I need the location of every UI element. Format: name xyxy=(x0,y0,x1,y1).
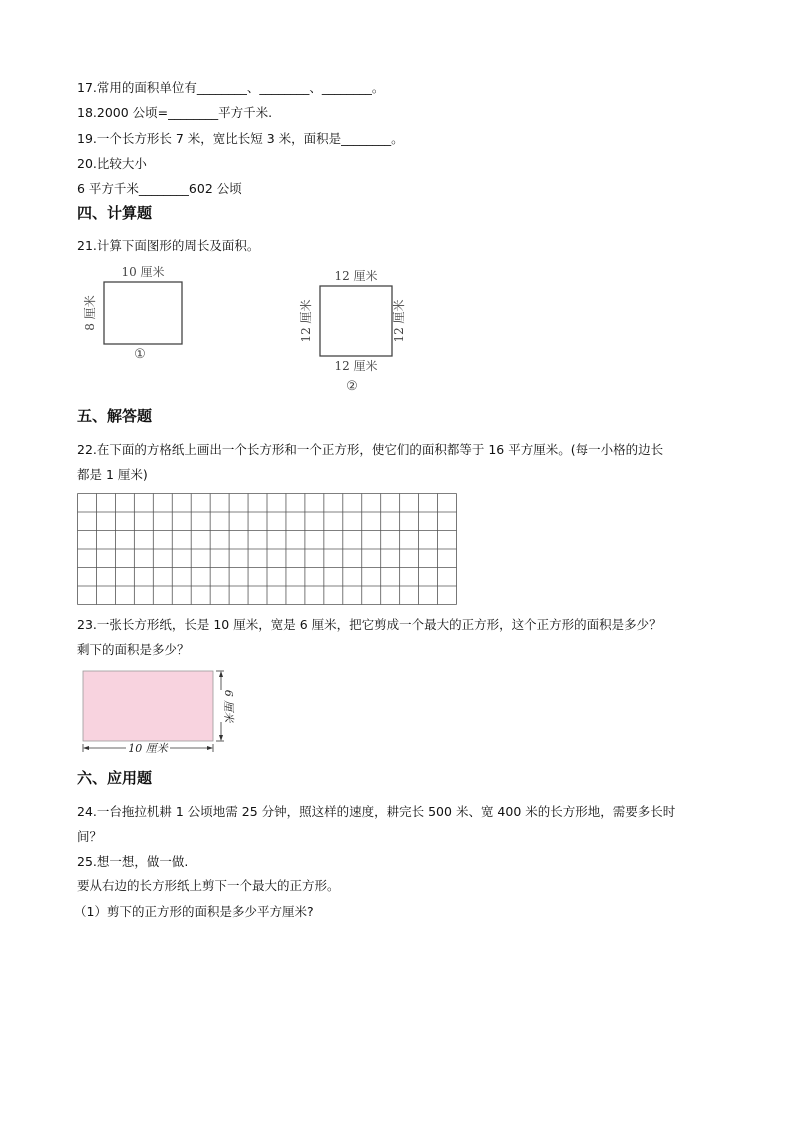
question-20-sub: 6 平方千米________602 公顷 xyxy=(77,181,242,196)
grid-paper[interactable] xyxy=(77,493,457,605)
label-top: 10 厘米 xyxy=(121,265,165,279)
label-caption: ② xyxy=(346,379,358,394)
label-left: 12 厘米 xyxy=(299,299,313,343)
question-18: 18.2000 公顷=________平方千米. xyxy=(77,105,273,120)
figure-rectangle-1 xyxy=(82,262,192,372)
question-25-sub: 要从右边的长方形纸上剪下一个最大的正方形。 xyxy=(77,878,340,893)
question-24-line-2: 间？ xyxy=(77,829,103,844)
figure-paper-rectangle xyxy=(80,668,235,758)
question-22-line-1: 22.在下面的方格纸上画出一个长方形和一个正方形，使它们的面积都等于 16 平方厘米。(每一小格的边长 xyxy=(77,442,664,457)
question-23-line-1: 23.一张长方形纸，长是 10 厘米，宽是 6 厘米，把它剪成一个最大的正方形，这个正方形的面积是多少？ xyxy=(77,617,662,632)
section-heading-apply: 六、应用题 xyxy=(77,769,153,787)
question-22-line-2: 都是 1 厘米) xyxy=(77,467,148,482)
section-heading-solve: 五、解答题 xyxy=(77,407,153,425)
label-height: 6 厘米 xyxy=(222,689,235,723)
label-caption: ① xyxy=(134,347,146,362)
figure-square-2 xyxy=(300,266,412,396)
question-25: 25.想一想，做一做. xyxy=(77,854,189,869)
question-25-part-1: （1）剪下的正方形的面积是多少平方厘米? xyxy=(74,904,314,919)
question-24-line-1: 24.一台拖拉机耕 1 公顷地需 25 分钟，照这样的速度，耕完长 500 米、宽 400 米的长方形地，需要多长时 xyxy=(77,804,676,819)
question-19: 19.一个长方形长 7 米，宽比长短 3 米，面积是________。 xyxy=(77,131,404,146)
label-bottom: 12 厘米 xyxy=(334,359,378,373)
question-20: 20.比较大小 xyxy=(77,156,147,171)
question-17: 17.常用的面积单位有________、________、________。 xyxy=(77,80,385,95)
label-width: 10 厘米 xyxy=(128,742,168,755)
label-top: 12 厘米 xyxy=(334,269,378,283)
question-23-line-2: 剩下的面积是多少？ xyxy=(77,642,190,657)
section-heading-calc: 四、计算题 xyxy=(77,204,153,222)
label-right: 12 厘米 xyxy=(392,299,406,343)
label-left: 8 厘米 xyxy=(83,295,97,331)
question-21: 21.计算下面图形的周长及面积。 xyxy=(77,238,260,253)
